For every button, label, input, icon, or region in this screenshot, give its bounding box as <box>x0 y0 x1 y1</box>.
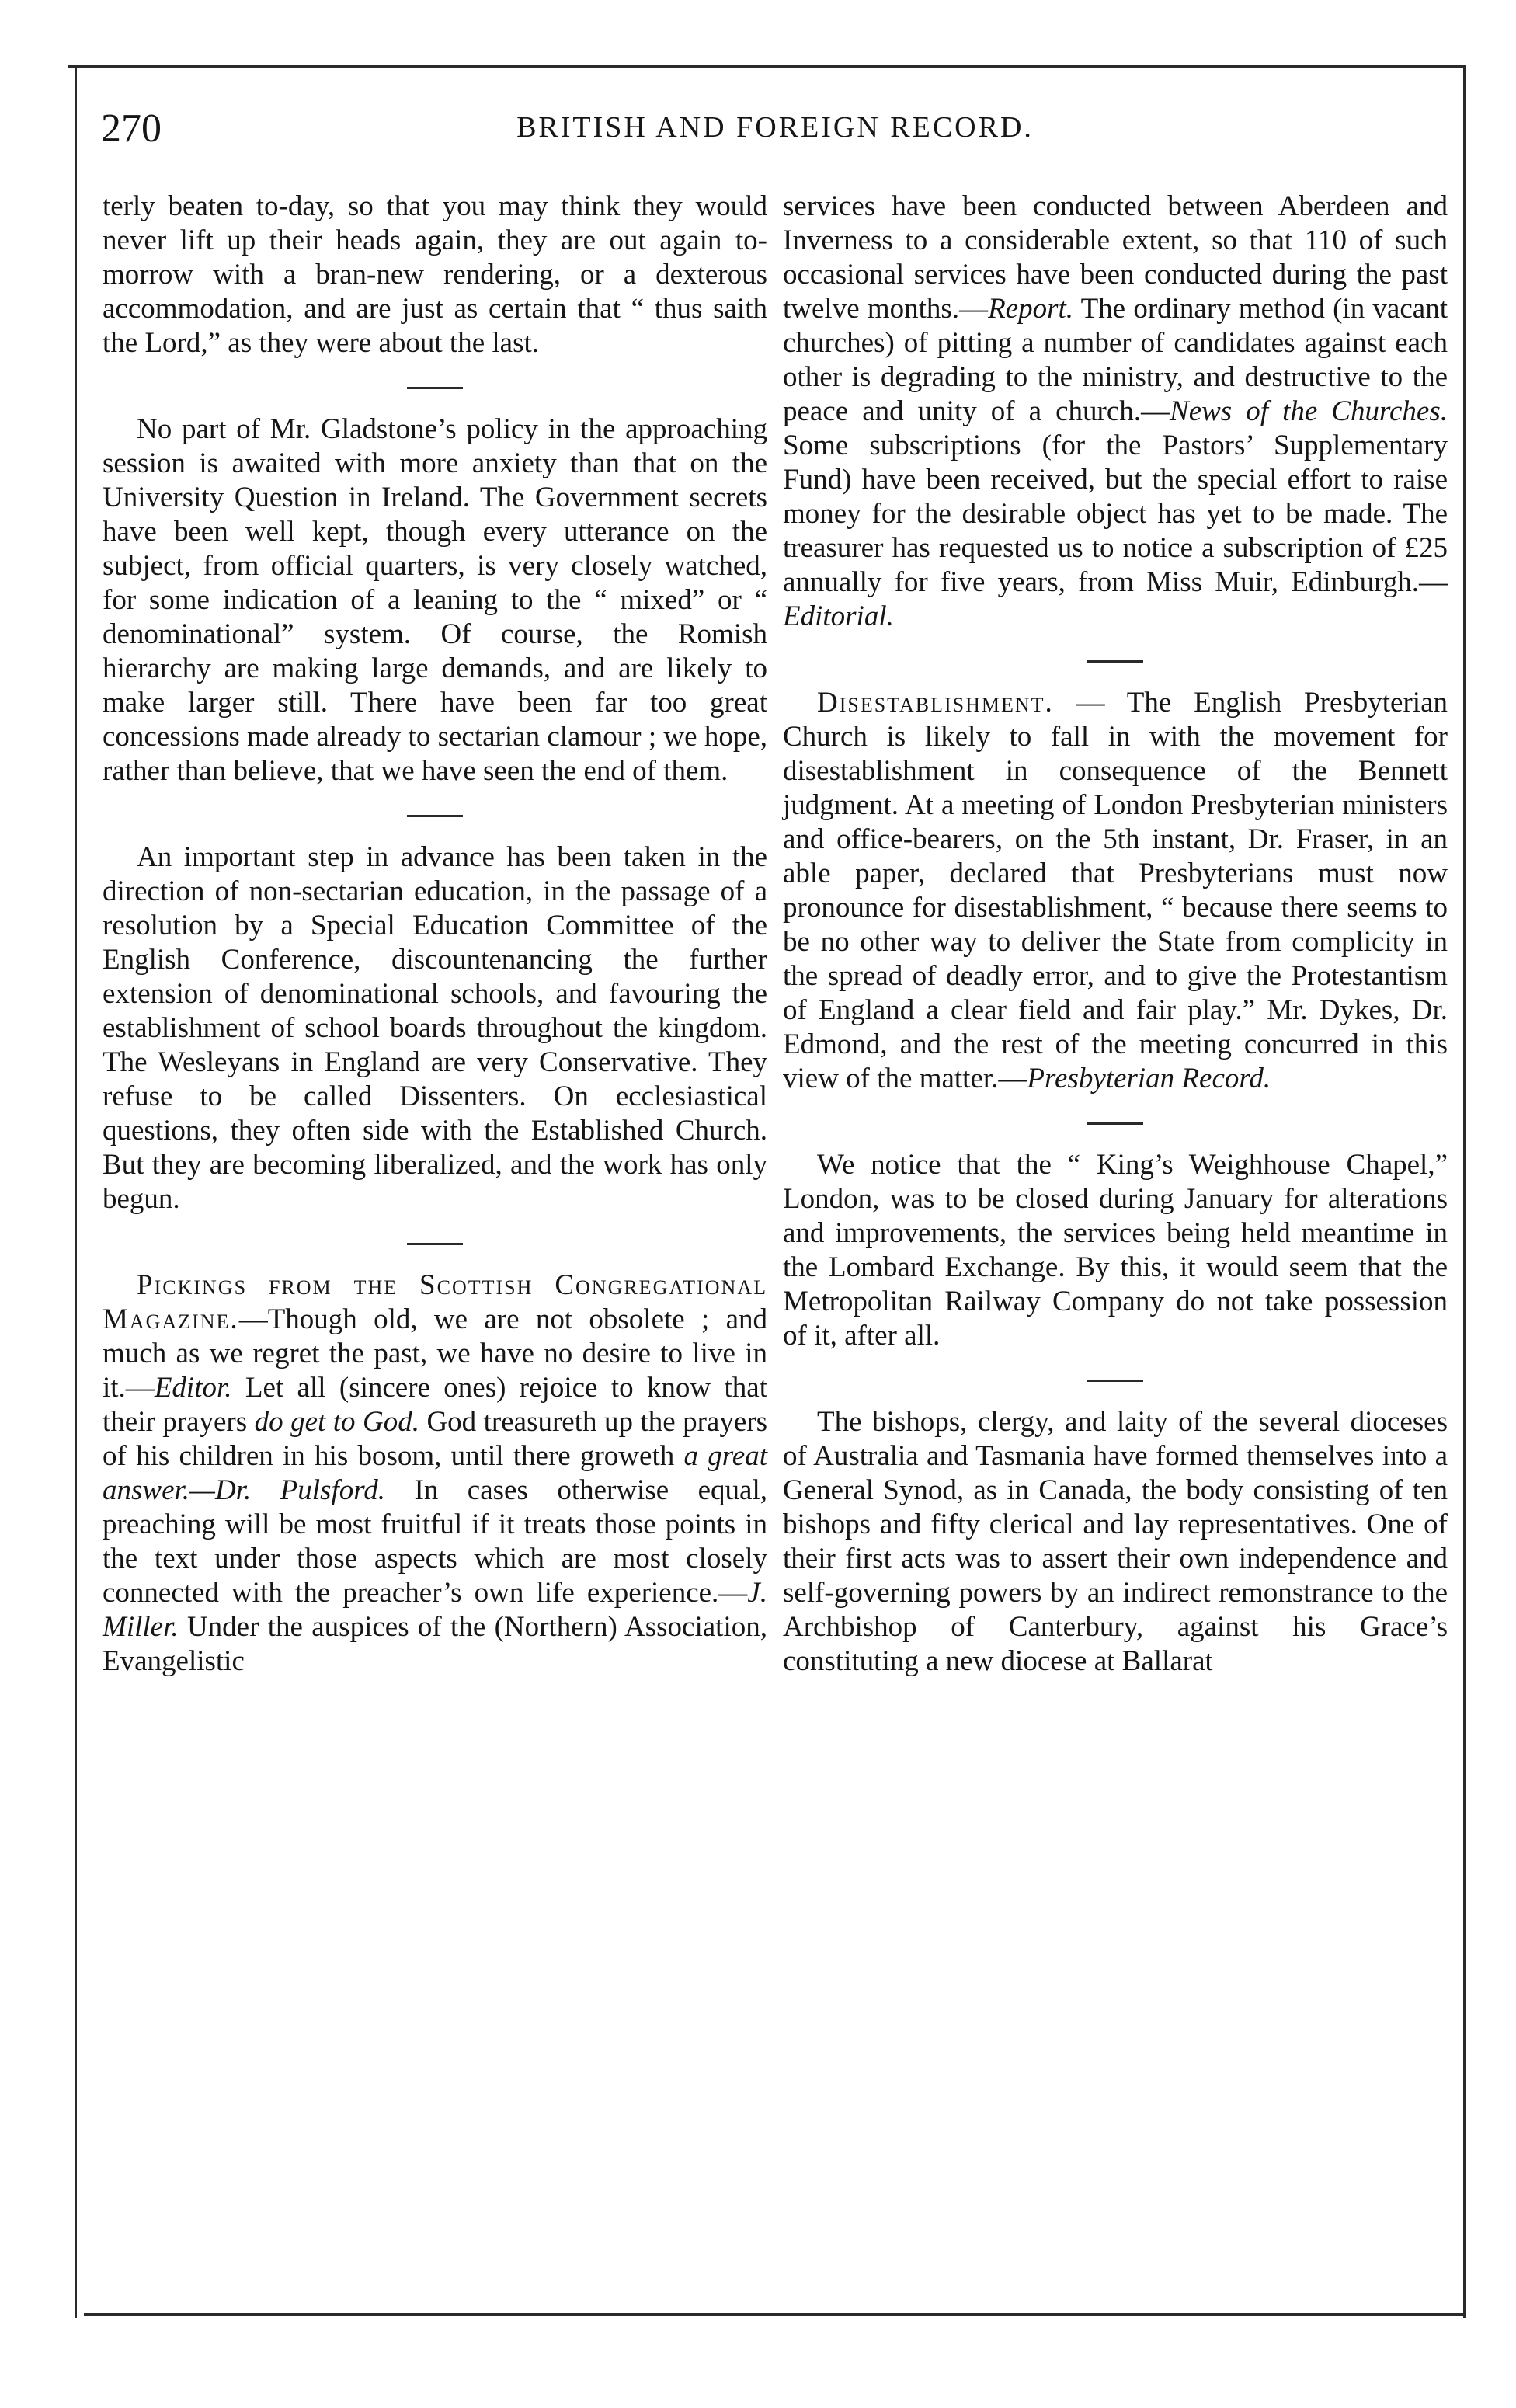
section-heading: Disestablishment. <box>817 687 1054 719</box>
text-run: Let all (sincere ones) rejoice to know that their prayers <box>103 1372 767 1438</box>
section-separator <box>407 815 463 817</box>
attribution: Editor. <box>154 1372 232 1404</box>
section-separator <box>407 387 463 389</box>
left-column <box>103 190 767 1679</box>
attribution: J. Miller. <box>103 1577 767 1643</box>
attribution: News of the Churches. <box>1170 395 1448 427</box>
right-column <box>783 190 1448 1679</box>
paragraph-australia: The bishops, clergy, and laity of the several dioceses of Australia and Tasmania have formed themselves into a General Synod, as in Canada, the body consisting of ten bishops and fifty clerical and lay representatives. One of their first acts was to assert their own independence and self-governing powers by an indirect remonstrance to the Archbishop of Canterbury, against his Grace’s constituting a new diocese at Ballarat <box>783 1406 1448 1677</box>
text-run: —Though old, we are not obsolete ; and much as we regret the past, we have no desire to live in it.— <box>103 1303 767 1404</box>
text-run: — The English Presbyterian Church is likely to fall in with the movement for disestablishment in consequence of the Bennett judgment. At a meeting of London Presbyterian ministers and office-bearers, on the 5th instant, Dr. Fraser, in an able paper, declared that Presbyterians must now pronounce for disestablishment, “ because there seems to be no other way to deliver the State from complicity in the spread of deadly error, and to give the Protestantism of England a clear field and fair play.” Mr. Dykes, Dr. Edmond, and the rest of the meeting concurred in this view of the matter.— <box>783 687 1448 1094</box>
attribution: Presbyterian Record. <box>1027 1063 1271 1094</box>
section-separator <box>1087 1122 1143 1125</box>
attribution: a great answer.—Dr. Pulsford. <box>103 1440 767 1506</box>
attribution: Report. <box>988 293 1074 325</box>
attribution: Editorial. <box>783 600 894 632</box>
emphasis: do get to God. <box>254 1406 419 1438</box>
running-title: BRITISH AND FOREIGN RECORD. <box>516 111 1034 144</box>
paragraph-continuation: terly beaten to-day, so that you may think they would never lift up their heads again, they are out again to-morrow with a bran-new rendering, or a dexterous accommodation, and are just as certain that “ thus saith the Lord,” as they were about the last. <box>103 190 767 359</box>
text-run: The ordinary method (in vacant churches) of pitting a number of candidates against each other is degrading to the ministry, and destructive to the peace and unity of a church.— <box>783 293 1448 427</box>
text-run: Under the auspices of the (Northern) Association, Evangelistic <box>103 1611 767 1677</box>
section-separator <box>407 1243 463 1245</box>
section-heading: Pickings from the Scottish Congregational Magazine. <box>103 1269 767 1335</box>
page-number: 270 <box>101 106 162 151</box>
text-run: services have been conducted between Aberdeen and Inverness to a considerable extent, so that 110 of such occasional services have been conducted during the past twelve months.— <box>783 190 1448 325</box>
left-border-rule <box>75 65 77 2318</box>
paragraph-education: An important step in advance has been taken in the direction of non-sectarian education, in the passage of a resolution by a Special Education Committee of the English Conference, discountenancing the further extension of denominational schools, and favouring the establishment of school boards throughout the kingdom. The Wesleyans in England are very Conservative. They refuse to be called Dissenters. On ecclesiastical questions, they often side with the Established Church. But they are becoming liberalized, and the work has only begun. <box>103 841 767 1215</box>
paragraph-disestablishment <box>783 686 1448 1096</box>
section-separator <box>1087 660 1143 663</box>
top-border-rule <box>68 65 1466 68</box>
right-border-rule <box>1463 65 1466 2318</box>
section-separator <box>1087 1380 1143 1382</box>
bottom-border-rule <box>84 2313 1466 2316</box>
text-run: In cases otherwise equal, preaching will be most fruitful if it treats those points in the text under those aspects which are most closely connected with the preacher’s own life experience.— <box>103 1474 767 1609</box>
page-header <box>95 106 1455 152</box>
text-run: Some subscriptions (for the Pastors’ Supplementary Fund) have been received, but the special effort to raise money for the desirable object has yet to be made. The treasurer has requested us to notice a subscription of £25 annually for five years, from Miss Muir, Edinburgh.— <box>783 430 1448 598</box>
paragraph-weighhouse: We notice that the “ King’s Weighhouse Chapel,” London, was to be closed during January for alterations and improvements, the services being held meantime in the Lombard Exchange. By this, it would seem that the Metropolitan Railway Company do not take possession of it, after all. <box>783 1149 1448 1352</box>
paragraph-pickings <box>103 1268 767 1679</box>
paragraph-gladstone: No part of Mr. Gladstone’s policy in the approaching session is awaited with more anxiety than that on the University Question in Ireland. The Government secrets have been well kept, though every utterance on the subject, from official quarters, is very closely watched, for some indication of a leaning to the “ mixed” or “ denominational” system. Of course, the Romish hierarchy are making large demands, and are likely to make larger still. There have been far too great concessions made already to sectarian clamour ; we hope, rather than believe, that we have seen the end of them. <box>103 413 767 787</box>
text-run: God treasureth up the prayers of his children in his bosom, until there groweth <box>103 1406 767 1472</box>
paragraph-continuation <box>783 190 1448 634</box>
